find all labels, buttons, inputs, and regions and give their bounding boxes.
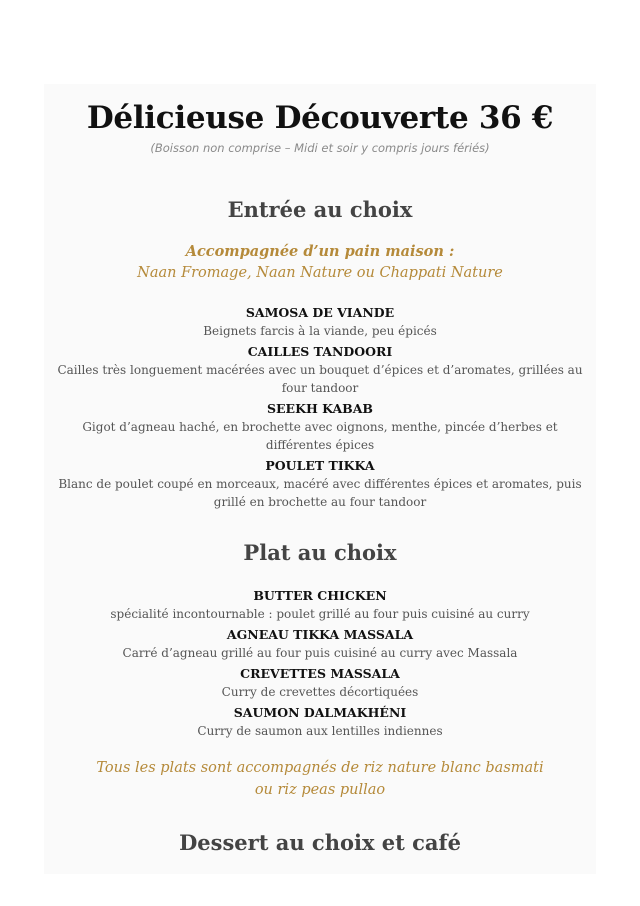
dish-item [44, 304, 596, 340]
dish-item [44, 665, 596, 701]
dish-description: Blanc de poulet coupé en morceaux, macéré avec différentes épices et aromates, puis grillé en brochette au four tandoor [58, 477, 582, 509]
dish-description: Cailles très longuement macérées avec un bouquet d’épices et d’aromates, grillées au four tandoor [57, 363, 583, 395]
dish-name: CAILLES TANDOORI [247, 344, 393, 359]
plats-section [44, 539, 596, 801]
dish-description: Curry de crevettes décortiquées [221, 685, 419, 699]
bread-title: Accompagnée d’un pain maison : [185, 243, 455, 260]
entrees-heading: Entrée au choix [227, 197, 413, 222]
plats-heading: Plat au choix [243, 540, 397, 565]
dish-name: CREVETTES MASSALA [240, 666, 400, 681]
menu-title: Délicieuse Découverte 36 € [86, 100, 554, 136]
dish-description: Carré d’agneau grillé au four puis cuisiné au curry avec Massala [122, 646, 518, 660]
dish-item [44, 704, 596, 740]
dish-name: AGNEAU TIKKA MASSALA [226, 627, 414, 642]
dish-description: Beignets farcis à la viande, peu épicés [203, 324, 437, 338]
dessert-section [44, 829, 596, 857]
bread-options: Naan Fromage, Naan Nature ou Chappati Nature [137, 265, 503, 281]
rice-note-line-2: ou riz peas pullao [254, 782, 386, 798]
dish-name: POULET TIKKA [265, 458, 375, 473]
dish-item [44, 457, 596, 511]
dish-description: spécialité incontournable : poulet grillé au four puis cuisiné au curry [110, 607, 530, 621]
dish-description: Curry de saumon aux lentilles indiennes [197, 724, 443, 738]
dish-item [44, 343, 596, 397]
dish-name: BUTTER CHICKEN [253, 588, 387, 603]
rice-note-line-1: Tous les plats sont accompagnés de riz nature blanc basmati [96, 760, 544, 776]
dish-item [44, 626, 596, 662]
dish-name: SAMOSA DE VIANDE [245, 305, 395, 320]
dish-name: SAUMON DALMAKHÉNI [233, 705, 407, 720]
dish-item [44, 587, 596, 623]
dish-item [44, 400, 596, 454]
dish-description: Gigot d’agneau haché, en brochette avec oignons, menthe, pincée d’herbes et différentes épices [82, 420, 558, 452]
dessert-heading: Dessert au choix et café [179, 830, 461, 855]
entrees-section [44, 196, 596, 514]
menu-page [44, 84, 596, 874]
menu-subtitle: (Boisson non comprise – Midi et soir y compris jours fériés) [150, 141, 490, 155]
dish-name: SEEKH KABAB [267, 401, 373, 416]
